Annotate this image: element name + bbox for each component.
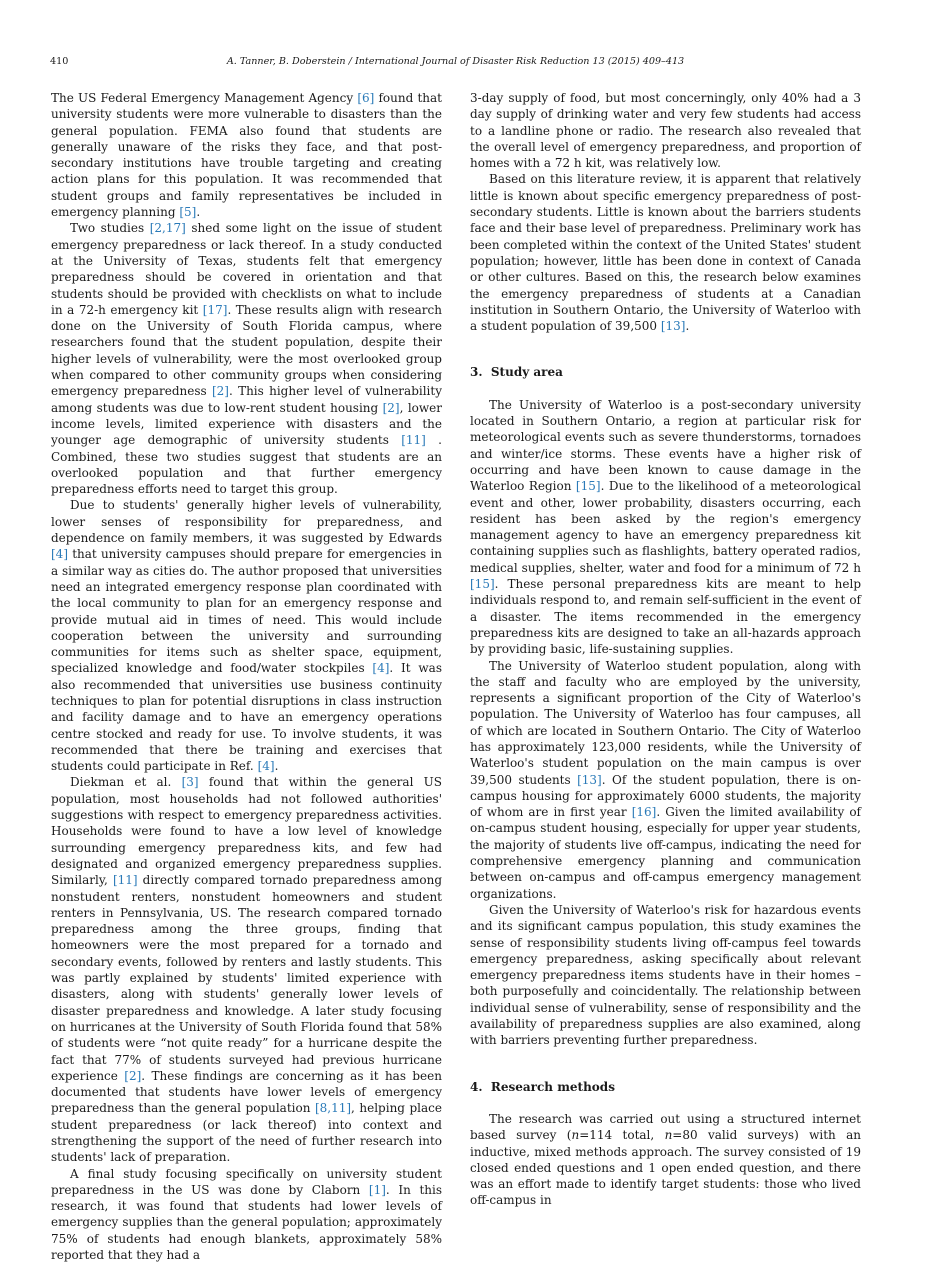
citation-link[interactable]: [15] xyxy=(470,577,495,592)
citation-link[interactable]: [13] xyxy=(660,319,686,334)
page-number: 410 xyxy=(50,56,69,67)
paragraph: 3-day supply of food, but most concerningly, only 40% had a 3 day supply of drinking water and very few students had access to a landline phone or radio. The research also revealed that the overall level of emergency preparedness, and proportion of homes with a 72 h kit, was relatively low. xyxy=(470,91,861,171)
paragraph: A final study focusing specifically on university student preparedness in the US was done by Claborn [1]. In this research, it was found that students had lower levels of emergency supplies than the general population; approximately 75% of students had enough blankets, approximately 58% reported that they had a xyxy=(51,1166,442,1263)
citation-link[interactable]: [8,11] xyxy=(314,1101,352,1116)
citation-link[interactable]: [3] xyxy=(181,775,199,790)
citation-link[interactable]: [2] xyxy=(382,400,400,415)
paragraph: Two studies [2,17] shed some light on the issue of student emergency preparedness or lack thereof. In a study conducted at the University of Texas, students felt that emergency preparedness should be covered in orientation and that students should be provided with checklists on what to include in a 72-h emergency kit [17]. These results align with research done on the University of South Florida campus, where researchers found that the student population, despite their higher levels of vulnerability, were the most overlooked group when compared to other community groups when considering emergency preparedness [2]. This higher level of vulnerability among students was due to low-rent student housing [2], lower income levels, limited experience with disasters and the younger age demographic of university students [11] . Combined, these two studies suggest that students are an overlooked population and that further emergency preparedness efforts need to target this group. xyxy=(51,221,442,497)
paragraph: The University of Waterloo student population, along with the staff and faculty who are employed by the university, represents a significant proportion of the City of Waterloo's population. The University of Waterloo has four campuses, all of which are located in Southern Ontario. The City of Waterloo has approximately 123,000 residents, while the University of Waterloo's student population on the main campus is over 39,500 students [13]. Of the student population, there is on-campus housing for approximately 6000 students, the majority of whom are in first year [16]. Given the limited availability of on-campus student housing, especially for upper year students, the majority of students live off-campus, indicating the need for comprehensive emergency planning and communication between on-campus and off-campus emergency management organizations. xyxy=(470,658,862,901)
citation-link[interactable]: [2,17] xyxy=(149,221,186,236)
citation-link[interactable]: [2] xyxy=(124,1068,142,1083)
paragraph: Given the University of Waterloo's risk for hazardous events and its significant campus population, this study examines the sense of responsibility students living off-campus feel towards emergency preparedness, asking specifically about relevant emergency preparedness items students have in their homes – both purposefully and coincidentally. The relationship between individual sense of vulnerability, sense of responsibility and the availability of preparedness supplies are also examined, along with barriers preventing further preparedness. xyxy=(470,902,861,1048)
right-column xyxy=(470,90,861,1209)
paragraph: The US Federal Emergency Management Agency [6] found that university students were more vulnerable to disasters than the general population. FEMA also found that students are generally unaware of the risks they face, and that post-secondary institutions have trouble targeting and creating action plans for this population. It was recommended that student groups and family representatives be included in emergency planning [5]. xyxy=(51,91,442,220)
left-column xyxy=(51,90,442,1263)
citation-link[interactable]: [2] xyxy=(211,384,229,399)
citation-link[interactable]: [17] xyxy=(202,302,228,317)
page-header xyxy=(50,56,861,70)
paragraph: Based on this literature review, it is apparent that relatively little is known about specific emergency preparedness of post-secondary students. Little is known about the barriers students face and their base level of preparedness. Preliminary work has been completed within the context of the United States' student population; however, little has been done in context of Canada or other cultures. Based on this, the research below examines the emergency preparedness of students at a Canadian institution in Southern Ontario, the University of Waterloo with a student population of 39,500 [13]. xyxy=(470,172,861,334)
section-heading-study-area: 3. Study area xyxy=(470,365,563,380)
citation-link[interactable]: [15] xyxy=(575,479,601,494)
running-head-authors: A. Tanner, B. Doberstein xyxy=(226,56,346,67)
citation-link[interactable]: [4] xyxy=(372,661,390,676)
running-head-journal: International Journal of Disaster Risk Reduction 13 (2015) 409–413 xyxy=(354,56,685,67)
paragraph: Diekman et al. [3] found that within the general US population, most households had not followed authorities' suggestions with respect to emergency preparedness activities. Households were found to have a low level of knowledge surrounding emergency preparedness kits, and few had designated and organized emergency preparedness supplies. Similarly, [11] directly compared tornado preparedness among nonstudent renters, nonstudent homeowners and student renters in Pennsylvania, US. The research compared tornado preparedness among the three groups, finding that homeowners were the most prepared for a tornado and secondary events, followed by renters and lastly students. This was partly explained by students' limited experience with disasters, along with students' generally lower levels of disaster preparedness and knowledge. A later study focusing on hurricanes at the University of South Florida found that 58% of students were “not quite ready” for a hurricane despite the fact that 77% of students surveyed had previous hurricane experience [2]. These findings are concerning as it has been documented that students have lower levels of emergency preparedness than the general population [8,11], helping place student preparedness (or lack thereof) into context and strengthening the support of the need of further research into students' lack of preparation. xyxy=(51,775,443,1165)
citation-link[interactable]: [1] xyxy=(368,1182,386,1197)
citation-link[interactable]: [5] xyxy=(179,205,197,220)
citation-link[interactable]: [11] xyxy=(401,433,426,448)
citation-link[interactable]: [13] xyxy=(577,772,602,787)
paragraph: The research was carried out using a structured internet based survey (n=114 total, n=80 valid surveys) with an inductive, mixed methods approach. The survey consisted of 19 closed ended questions and 1 open ended question, and there was an effort made to identify target students: those who lived off-campus in xyxy=(470,1111,862,1208)
running-head: A. Tanner, B. Doberstein / International Journal of Disaster Risk Reduction 13 (2015) 409–413 xyxy=(226,56,685,67)
citation-link[interactable]: [16] xyxy=(631,805,657,820)
paragraph: Due to students' generally higher levels of vulnerability, lower senses of responsibility for preparedness, and dependence on family members, it was suggested by Edwards [4] that university campuses should prepare for emergencies in a similar way as cities do. The author proposed that universities need an integrated emergency response plan coordinated with the local community to plan for an emergency response and provide mutual aid in times of need. This would include cooperation between the university and surrounding communities for items such as shelter space, equipment, specialized knowledge and food/water stockpiles [4]. It was also recommended that universities use business continuity techniques to plan for potential disruptions in class instruction and facility damage and to have an emergency operations centre stocked and ready for use. To involve students, it was recommended that there be training and exercises that students could participate in Ref. [4]. xyxy=(51,498,442,774)
citation-link[interactable]: [6] xyxy=(357,91,375,105)
citation-link[interactable]: [11] xyxy=(112,873,138,888)
paragraph: The University of Waterloo is a post-secondary university located in Southern Ontario, a region at particular risk for meteorological events such as severe thunderstorms, tornadoes and winter/ice storms. These events have a higher risk of occurring and have been known to cause damage in the Waterloo Region [15]. Due to the likelihood of a meteorological event and other, lower probability, disasters occurring, each resident has been asked by the region's emergency management agency to have an emergency preparedness kit containing supplies such as flashlights, battery operated radios, medical supplies, shelter, water and food for a minimum of 72 h [15]. These personal preparedness kits are meant to help individuals respond to, and remain self-sufficient in the event of a disaster. The items recommended in the emergency preparedness kits are designed to take an all-hazards approach by providing basic, life-sustaining supplies. xyxy=(470,397,861,657)
section-heading-research-methods: 4. Research methods xyxy=(470,1079,615,1094)
citation-link[interactable]: [4] xyxy=(257,759,275,774)
citation-link[interactable]: [4] xyxy=(51,547,68,562)
